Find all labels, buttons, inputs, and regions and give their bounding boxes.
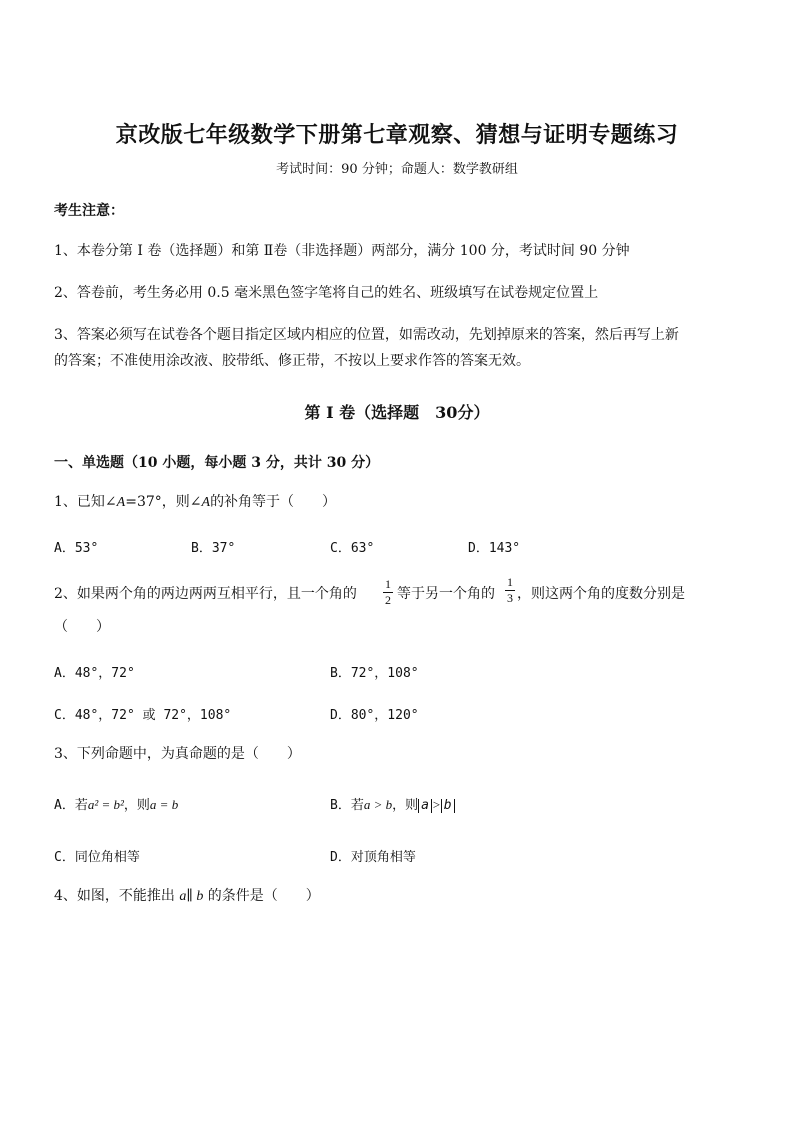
q1-angle-a-2: ∠A bbox=[189, 495, 211, 510]
q1-prefix: 1、已知 bbox=[54, 494, 105, 510]
q1-mid: =37°，则 bbox=[125, 494, 190, 510]
notice-item-3: 3、答案必须写在试卷各个题目指定区域内相应的位置，如需改动，先划掉原来的答案，然后再写上新 bbox=[54, 327, 679, 343]
q3-b-abs-a: a bbox=[418, 799, 432, 813]
q4-prefix: 4、如图，不能推出 bbox=[54, 888, 175, 904]
notice-item-2: 2、答卷前，考生务必用 0.5 毫米黑色签字笔将自己的姓名、班级填写在试卷规定位置上 bbox=[54, 285, 599, 301]
part-title: 一、单选题（10 小题，每小题 3 分，共计 30 分） bbox=[54, 455, 380, 471]
q3-b-then: ，则 bbox=[392, 798, 419, 813]
q1-angle-a: ∠A bbox=[104, 495, 126, 510]
q2-frac1-den: 2 bbox=[385, 593, 391, 607]
q4-parallel-expr: a∥ b bbox=[179, 889, 204, 904]
q1-option-a: A．53° bbox=[54, 541, 99, 556]
question-2-part2: 等于另一个角的 bbox=[397, 586, 495, 602]
notice-item-1: 1、本卷分第 I 卷（选择题）和第 Ⅱ卷（非选择题）两部分，满分 100 分，考试时间 90 分钟 bbox=[54, 243, 630, 259]
q3-b-condition: a > b bbox=[363, 797, 393, 812]
q1-option-c: C．63° bbox=[330, 541, 375, 556]
q3-b-label: B．若 bbox=[330, 798, 364, 813]
question-2-part3: ，则这两个角的度数分别是 bbox=[517, 586, 685, 602]
q3-a-condition: a² = b² bbox=[87, 797, 124, 812]
q3-option-a bbox=[54, 794, 178, 813]
q2-option-c: C．48°，72° 或 72°，108° bbox=[54, 708, 232, 723]
q3-option-c: C．同位角相等 bbox=[54, 850, 140, 865]
q3-option-d: D．对顶角相等 bbox=[330, 850, 416, 865]
q2-fraction-third bbox=[505, 576, 515, 605]
q2-option-a: A．48°，72° bbox=[54, 666, 135, 681]
q1-option-b: B．37° bbox=[191, 541, 236, 556]
q1-option-d: D．143° bbox=[468, 541, 521, 556]
q3-a-then: ，则 bbox=[123, 798, 150, 813]
q2-fraction-half bbox=[383, 578, 393, 607]
question-2-part1: 2、如果两个角的两边两两互相平行，且一个角的 bbox=[54, 586, 357, 602]
q1-suffix: 的补角等于（ ） bbox=[210, 494, 337, 510]
notice-item-3-cont: 的答案；不准使用涂改液、胶带纸、修正带，不按以上要求作答的答案无效。 bbox=[54, 353, 530, 369]
notice-heading: 考生注意： bbox=[54, 203, 124, 219]
section-title: 第 I 卷（选择题 30分） bbox=[304, 403, 490, 422]
q3-option-b bbox=[330, 794, 455, 813]
q3-b-gt: > bbox=[431, 797, 441, 812]
question-1 bbox=[54, 492, 336, 513]
q2-frac2-den: 3 bbox=[507, 591, 513, 605]
q2-option-b: B．72°，108° bbox=[330, 666, 419, 681]
q3-a-result: a = b bbox=[149, 797, 179, 812]
question-3: 3、下列命题中，为真命题的是（ ） bbox=[54, 746, 301, 762]
q3-b-abs-b: b bbox=[441, 799, 455, 813]
exam-info: 考试时间：90 分钟；命题人：数学教研组 bbox=[276, 162, 518, 177]
q4-suffix: 的条件是（ ） bbox=[207, 888, 320, 904]
question-2-part4: （ ） bbox=[54, 619, 110, 635]
q3-a-label: A．若 bbox=[54, 798, 88, 813]
page-title: 京改版七年级数学下册第七章观察、猜想与证明专题练习 bbox=[115, 122, 679, 148]
q2-frac1-num: 1 bbox=[385, 577, 391, 591]
q2-option-d: D．80°，120° bbox=[330, 708, 419, 723]
q2-frac2-num: 1 bbox=[507, 575, 513, 589]
question-4 bbox=[54, 886, 320, 907]
